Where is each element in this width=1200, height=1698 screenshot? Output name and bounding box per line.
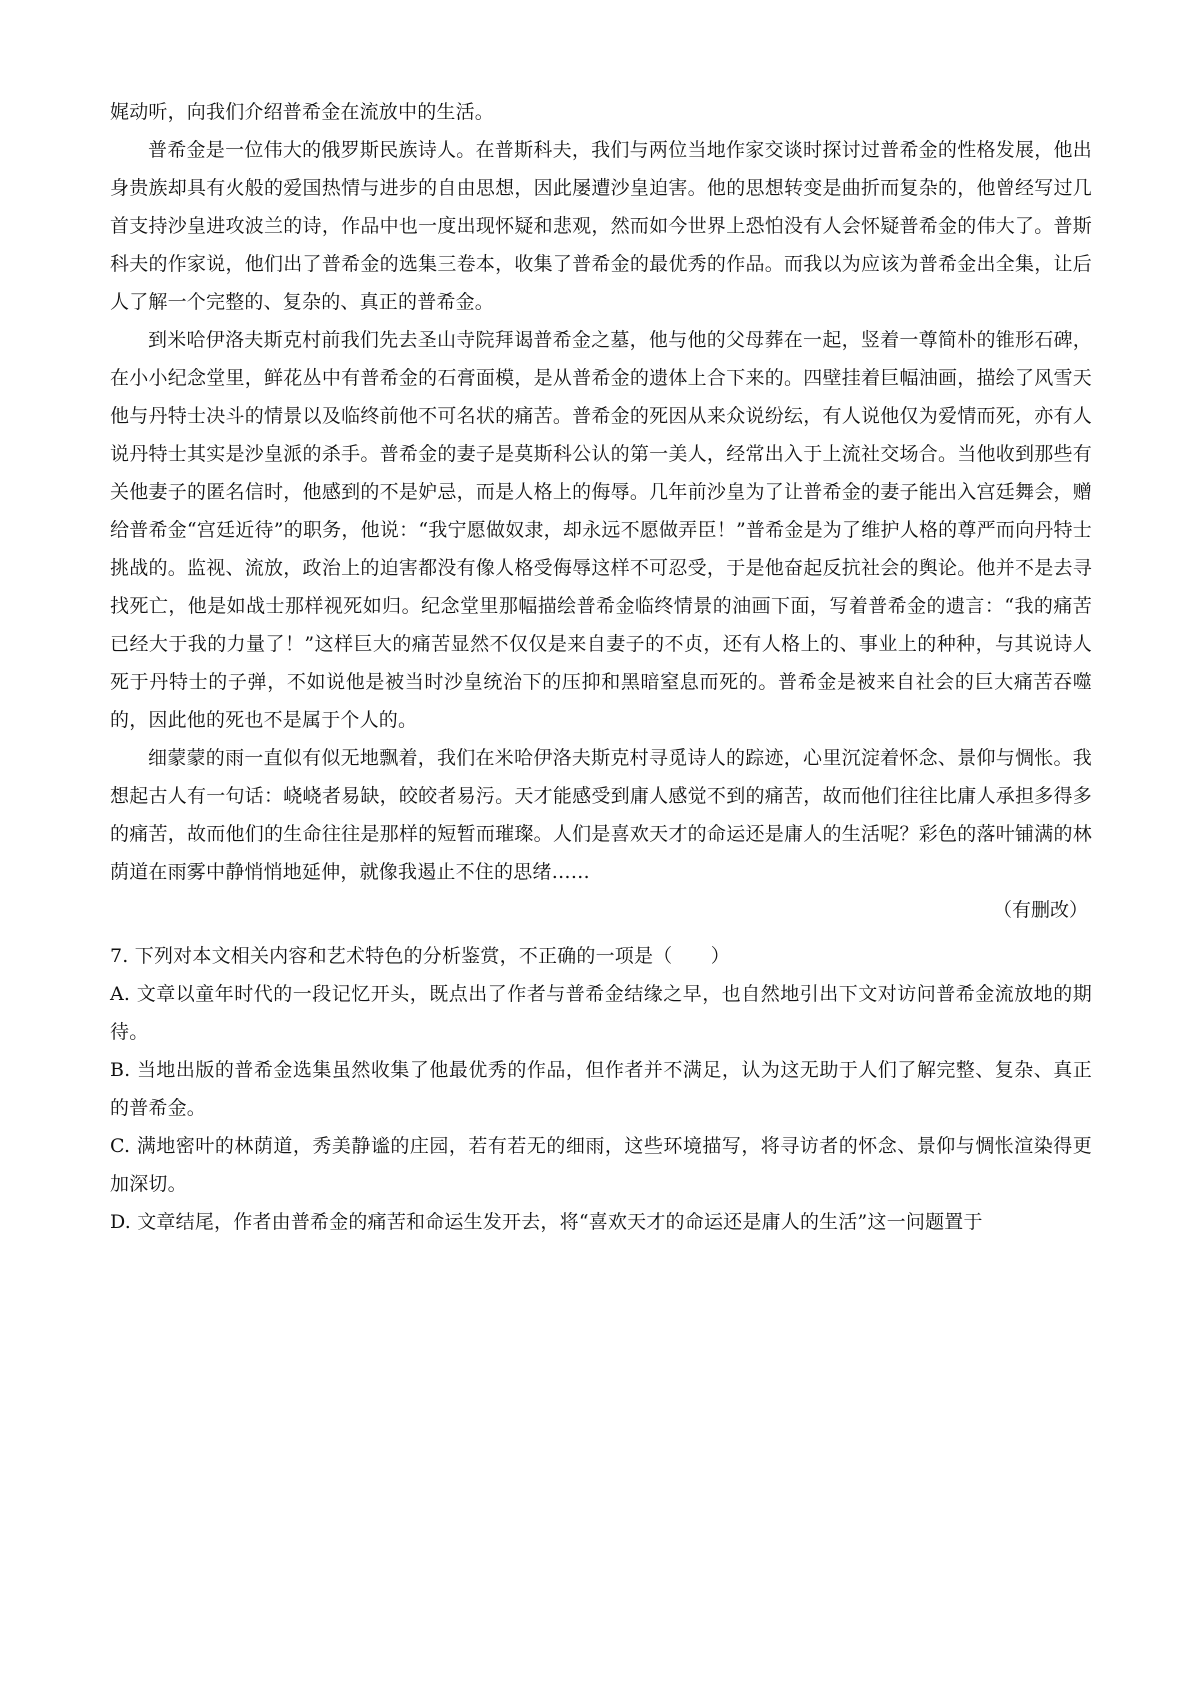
option-d: D. 文章结尾，作者由普希金的痛苦和命运生发开去，将“喜欢天才的命运还是庸人的生活”这一问题置于 bbox=[110, 1211, 983, 1233]
option-b: B. 当地出版的普希金选集虽然收集了他最优秀的作品，但作者并不满足，认为这无助于人们了解完整、复杂、真正的普希金。 bbox=[110, 1059, 1092, 1119]
source-note: （有删改） bbox=[992, 899, 1088, 921]
article-paragraph: 细蒙蒙的雨一直似有似无地飘着，我们在米哈伊洛夫斯克村寻觅诗人的踪迹，心里沉淀着怀念、景仰与惆怅。我想起古人有一句话：峣峣者易缺，皎皎者易污。天才能感受到庸人感觉不到的痛苦，故而他们往往比庸人承担多得多的痛苦，故而他们的生命往往是那样的短暂而璀璨。人们是喜欢天才的命运还是庸人的生活呢？彩色的落叶铺满的林荫道在雨雾中静悄悄地延伸，就像我遏止不住的思绪…… bbox=[110, 747, 1092, 883]
option-a: A. 文章以童年时代的一段记忆开头，既点出了作者与普希金结缘之早，也自然地引出下文对访问普希金流放地的期待。 bbox=[110, 983, 1092, 1043]
option-c: C. 满地密叶的林荫道，秀美静谧的庄园，若有若无的细雨，这些环境描写，将寻访者的怀念、景仰与惆怅渲染得更加深切。 bbox=[110, 1135, 1092, 1195]
article-paragraph: 到米哈伊洛夫斯克村前我们先去圣山寺院拜谒普希金之墓，他与他的父母葬在一起，竖着一尊简朴的锥形石碑，在小小纪念堂里，鲜花丛中有普希金的石膏面模，是从普希金的遗体上合下来的。四壁挂着巨幅油画，描绘了风雪天他与丹特士决斗的情景以及临终前他不可名状的痛苦。普希金的死因从来众说纷纭，有人说他仅为爱情而死，亦有人说丹特士其实是沙皇派的杀手。普希金的妻子是莫斯科公认的第一美人，经常出入于上流社交场合。当他收到那些有关他妻子的匿名信时，他感到的不是妒忌，而是人格上的侮辱。几年前沙皇为了让普希金的妻子能出入宫廷舞会，赠给普希金“宫廷近待”的职务，他说：“我宁愿做奴隶，却永远不愿做弄臣！”普希金是为了维护人格的尊严而向丹特士挑战的。监视、流放，政治上的迫害都没有像人格受侮辱这样不可忍受，于是他奋起反抗社会的舆论。他并不是去寻找死亡，他是如战士那样视死如归。纪念堂里那幅描绘普希金临终情景的油画下面，写着普希金的遗言：“我的痛苦已经大于我的力量了！”这样巨大的痛苦显然不仅仅是来自妻子的不贞，还有人格上的、事业上的种种，与其说诗人死于丹特士的子弹，不如说他是被当时沙皇统治下的压抑和黑暗窒息而死的。普希金是被来自社会的巨大痛苦吞噬的，因此他的死也不是属于个人的。 bbox=[110, 329, 1092, 731]
article-paragraph: 普希金是一位伟大的俄罗斯民族诗人。在普斯科夫，我们与两位当地作家交谈时探讨过普希金的性格发展，他出身贵族却具有火般的爱国热情与进步的自由思想，因此屡遭沙皇迫害。他的思想转变是曲折而复杂的，他曾经写过几首支持沙皇进攻波兰的诗，作品中也一度出现怀疑和悲观，然而如今世界上恐怕没有人会怀疑普希金的伟大了。普斯科夫的作家说，他们出了普希金的选集三卷本，收集了普希金的最优秀的作品。而我以为应该为普希金出全集，让后人了解一个完整的、复杂的、真正的普希金。 bbox=[110, 139, 1092, 313]
article-paragraph-continued: 娓动听，向我们介绍普希金在流放中的生活。 bbox=[110, 101, 495, 123]
question-stem: 7. 下列对本文相关内容和艺术特色的分析鉴赏，不正确的一项是（ ） bbox=[110, 945, 730, 967]
